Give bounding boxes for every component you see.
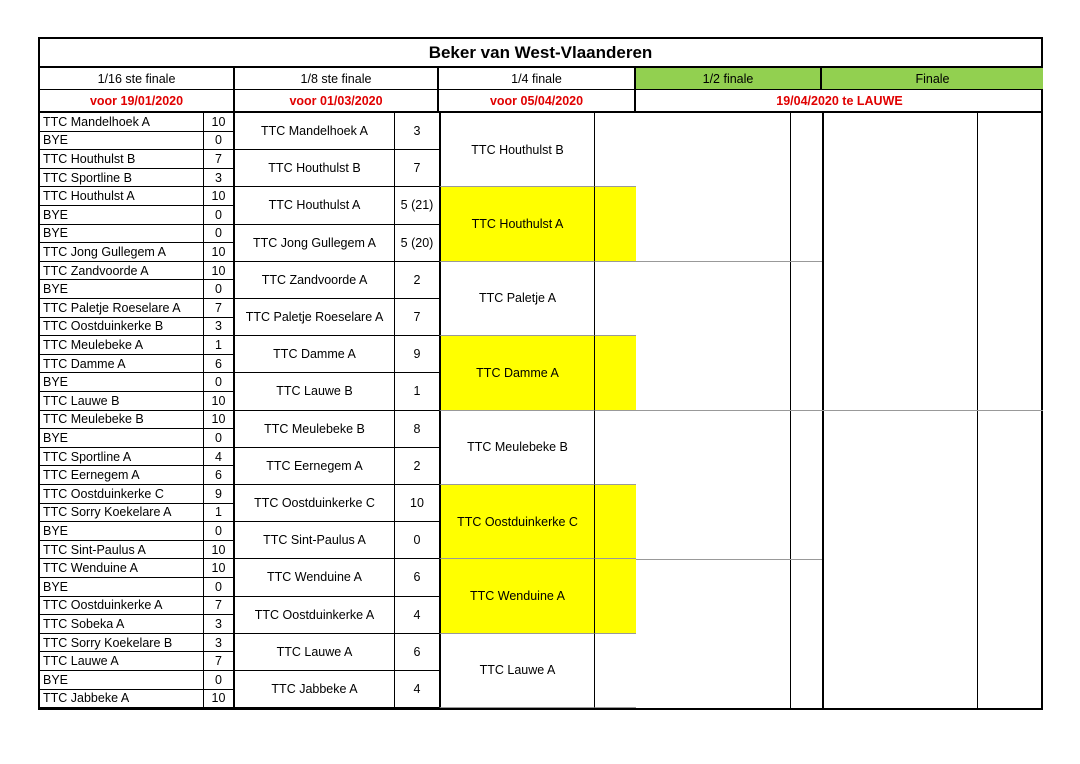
round16-score: 10 <box>203 243 233 262</box>
quarter-final-team: TTC Houthulst B <box>439 113 594 187</box>
round16-team: BYE <box>40 206 203 225</box>
round16-team: TTC Sorry Koekelare A <box>40 504 203 523</box>
quarter-final-score <box>594 485 636 559</box>
round8-score: 9 <box>394 336 439 373</box>
round16-team: TTC Oostduinkerke B <box>40 318 203 337</box>
round16-team: BYE <box>40 132 203 151</box>
round16-score: 3 <box>203 615 233 634</box>
round16-team: TTC Wenduine A <box>40 559 203 578</box>
date-round-16: voor 19/01/2020 <box>40 90 235 113</box>
round8-score: 6 <box>394 634 439 671</box>
round16-score: 3 <box>203 169 233 188</box>
round16-team: TTC Sint-Paulus A <box>40 541 203 560</box>
round8-score: 0 <box>394 522 439 559</box>
quarter-final-team: TTC Paletje A <box>439 262 594 336</box>
round16-score: 1 <box>203 336 233 355</box>
round16-team: TTC Eernegem A <box>40 466 203 485</box>
round8-team: TTC Mandelhoek A <box>233 113 394 150</box>
round16-team: TTC Damme A <box>40 355 203 374</box>
round16-team: TTC Zandvoorde A <box>40 262 203 281</box>
round16-score: 7 <box>203 150 233 169</box>
sheet-title: Beker van West-Vlaanderen <box>40 39 1041 68</box>
round16-team: TTC Houthulst A <box>40 187 203 206</box>
round8-team: TTC Wenduine A <box>233 559 394 596</box>
round8-team: TTC Jabbeke A <box>233 671 394 708</box>
round8-score: 2 <box>394 448 439 485</box>
round16-score: 7 <box>203 299 233 318</box>
round16-score: 10 <box>203 690 233 709</box>
header-semi-final: 1/2 finale <box>636 68 822 90</box>
round16-team: TTC Jabbeke A <box>40 690 203 709</box>
round8-score: 5 (21) <box>394 187 439 224</box>
round8-score: 10 <box>394 485 439 522</box>
round16-team: TTC Sportline B <box>40 169 203 188</box>
semi-final-slot-divider <box>636 559 822 560</box>
quarter-final-score <box>594 187 636 261</box>
round8-score: 8 <box>394 411 439 448</box>
round16-team: BYE <box>40 578 203 597</box>
round16-score: 10 <box>203 541 233 560</box>
round8-team: TTC Lauwe A <box>233 634 394 671</box>
quarter-final-score <box>594 113 636 187</box>
round16-team: TTC Oostduinkerke C <box>40 485 203 504</box>
round8-team: TTC Houthulst A <box>233 187 394 224</box>
semi-final-slot-divider <box>636 410 822 411</box>
round16-score: 7 <box>203 597 233 616</box>
quarter-final-team: TTC Houthulst A <box>439 187 594 261</box>
round16-score: 0 <box>203 373 233 392</box>
round8-score: 3 <box>394 113 439 150</box>
quarter-final-team: TTC Damme A <box>439 336 594 410</box>
round16-team: TTC Meulebeke A <box>40 336 203 355</box>
round8-team: TTC Zandvoorde A <box>233 262 394 299</box>
round16-team: TTC Sportline A <box>40 448 203 467</box>
round16-score: 6 <box>203 355 233 374</box>
round16-team: BYE <box>40 373 203 392</box>
round16-score: 1 <box>203 504 233 523</box>
semi-final-slot-divider <box>636 261 822 262</box>
round8-team: TTC Meulebeke B <box>233 411 394 448</box>
round16-score: 4 <box>203 448 233 467</box>
round16-score: 6 <box>203 466 233 485</box>
round16-score: 0 <box>203 225 233 244</box>
round16-team: TTC Paletje Roeselare A <box>40 299 203 318</box>
quarter-final-score <box>594 559 636 633</box>
round8-team: TTC Paletje Roeselare A <box>233 299 394 336</box>
bracket-sheet <box>38 37 1043 710</box>
round16-score: 10 <box>203 113 233 132</box>
round16-team: TTC Lauwe B <box>40 392 203 411</box>
round16-team: BYE <box>40 429 203 448</box>
round8-score: 1 <box>394 373 439 410</box>
header-final: Finale <box>822 68 1043 90</box>
round16-score: 7 <box>203 652 233 671</box>
round8-score: 4 <box>394 671 439 708</box>
round16-score: 0 <box>203 429 233 448</box>
round8-score: 7 <box>394 150 439 187</box>
round16-team: TTC Meulebeke B <box>40 411 203 430</box>
round16-team: TTC Jong Gullegem A <box>40 243 203 262</box>
round16-team: TTC Oostduinkerke A <box>40 597 203 616</box>
round8-team: TTC Eernegem A <box>233 448 394 485</box>
header-round-8: 1/8 ste finale <box>235 68 439 90</box>
quarter-final-team: TTC Meulebeke B <box>439 411 594 485</box>
header-round-16: 1/16 ste finale <box>40 68 235 90</box>
quarter-final-score <box>594 262 636 336</box>
round8-team: TTC Oostduinkerke C <box>233 485 394 522</box>
round8-team: TTC Jong Gullegem A <box>233 225 394 262</box>
date-round-8: voor 01/03/2020 <box>235 90 439 113</box>
quarter-final-score <box>594 336 636 410</box>
header-quarter-final: 1/4 finale <box>439 68 636 90</box>
round16-score: 3 <box>203 318 233 337</box>
round16-score: 10 <box>203 411 233 430</box>
round16-team: TTC Houthulst B <box>40 150 203 169</box>
round16-score: 9 <box>203 485 233 504</box>
round16-score: 0 <box>203 522 233 541</box>
round16-score: 10 <box>203 559 233 578</box>
round8-score: 5 (20) <box>394 225 439 262</box>
round8-team: TTC Lauwe B <box>233 373 394 410</box>
quarter-final-team: TTC Wenduine A <box>439 559 594 633</box>
round16-team: TTC Sorry Koekelare B <box>40 634 203 653</box>
round16-score: 0 <box>203 578 233 597</box>
round16-score: 3 <box>203 634 233 653</box>
round16-team: BYE <box>40 522 203 541</box>
round16-score: 0 <box>203 671 233 690</box>
quarter-final-team: TTC Oostduinkerke C <box>439 485 594 559</box>
round16-team: BYE <box>40 225 203 244</box>
round8-team: TTC Damme A <box>233 336 394 373</box>
date-quarter-final: voor 05/04/2020 <box>439 90 636 113</box>
quarter-final-score <box>594 411 636 485</box>
round16-score: 0 <box>203 280 233 299</box>
final-slot-divider <box>822 410 1043 411</box>
round8-team: TTC Houthulst B <box>233 150 394 187</box>
round8-score: 6 <box>394 559 439 596</box>
round8-score: 4 <box>394 597 439 634</box>
date-final: 19/04/2020 te LAUWE <box>636 90 1043 113</box>
round16-team: BYE <box>40 280 203 299</box>
round8-score: 7 <box>394 299 439 336</box>
round16-team: TTC Lauwe A <box>40 652 203 671</box>
round16-team: TTC Mandelhoek A <box>40 113 203 132</box>
round8-team: TTC Sint-Paulus A <box>233 522 394 559</box>
round16-score: 10 <box>203 392 233 411</box>
round8-score: 2 <box>394 262 439 299</box>
quarter-final-team: TTC Lauwe A <box>439 634 594 708</box>
round16-score: 0 <box>203 206 233 225</box>
round16-score: 10 <box>203 262 233 281</box>
round16-team: BYE <box>40 671 203 690</box>
round16-score: 0 <box>203 132 233 151</box>
round8-team: TTC Oostduinkerke A <box>233 597 394 634</box>
quarter-final-score <box>594 634 636 708</box>
round16-score: 10 <box>203 187 233 206</box>
round16-team: TTC Sobeka A <box>40 615 203 634</box>
